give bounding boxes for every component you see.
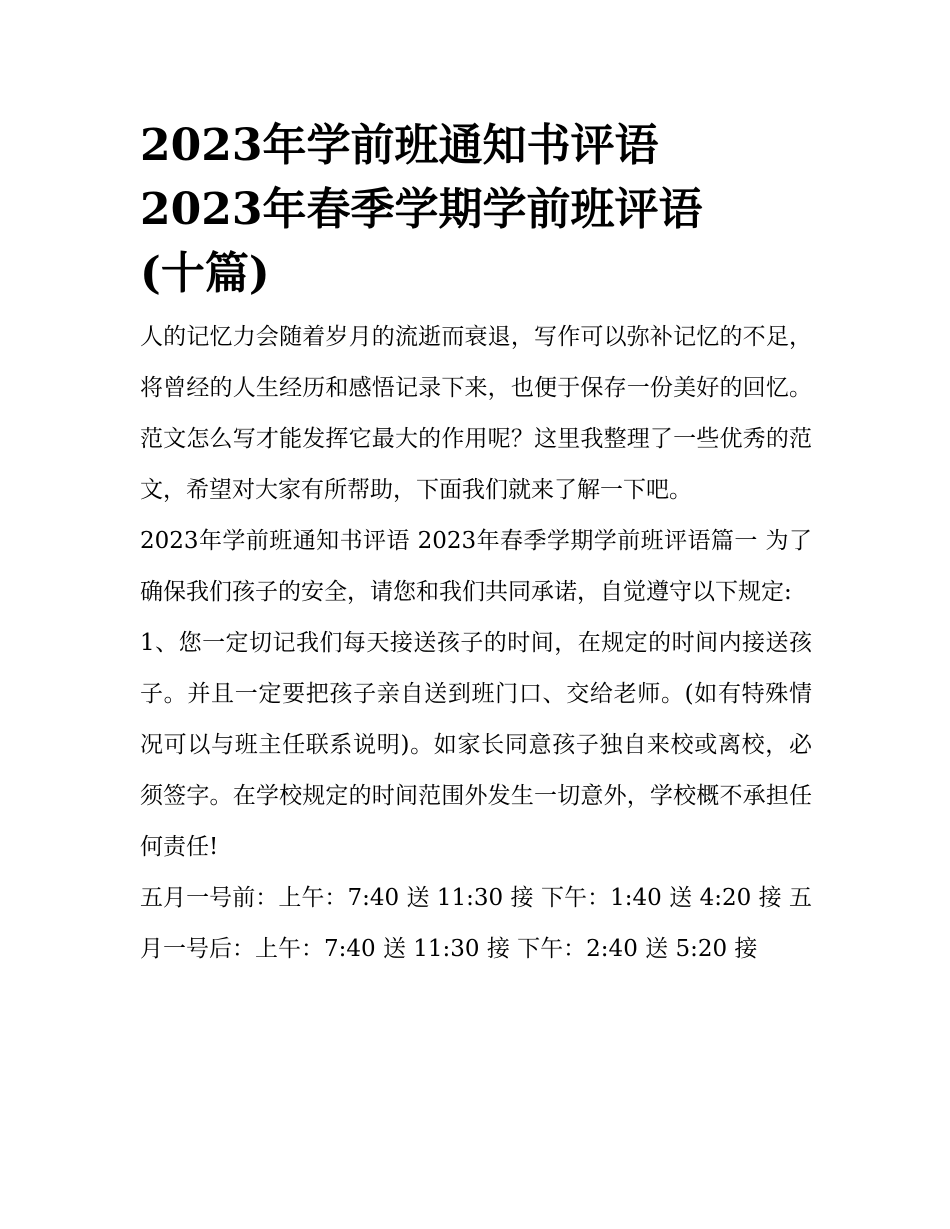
- title-line-3: (十篇): [140, 248, 270, 299]
- title-line-1: 2023年学前班通知书评语: [140, 120, 659, 171]
- document-body: [140, 312, 812, 975]
- intro-paragraph: 人的记忆力会随着岁月的流逝而衰退，写作可以弥补记忆的不足，将曾经的人生经历和感悟记录下来，也便于保存一份美好的回忆。范文怎么写才能发挥它最大的作用呢？这里我整理了一些优秀的范文，希望对大家有所帮助，下面我们就来了解一下吧。: [140, 324, 812, 503]
- title-line-2: 2023年春季学期学前班评语: [140, 184, 703, 235]
- schedule-paragraph: 五月一号前：上午：7:40 送 11:30 接 下午：1:40 送 4:20 接 五月一号后：上午：7:40 送 11:30 接 下午：2:40 送 5:20 接: [140, 885, 812, 962]
- section-heading-paragraph: 2023年学前班通知书评语 2023年春季学期学前班评语篇一 为了确保我们孩子的安全，请您和我们共同承诺，自觉遵守以下规定:: [140, 528, 812, 605]
- rule-1-paragraph: 1、您一定切记我们每天接送孩子的时间，在规定的时间内接送孩子。并且一定要把孩子亲自送到班门口、交给老师。(如有特殊情况可以与班主任联系说明)。如家长同意孩子独自来校或离校，必须签字。在学校规定的时间范围外发生一切意外，学校概不承担任何责任!: [140, 630, 812, 860]
- document-page: [140, 114, 812, 975]
- document-title: [140, 114, 812, 306]
